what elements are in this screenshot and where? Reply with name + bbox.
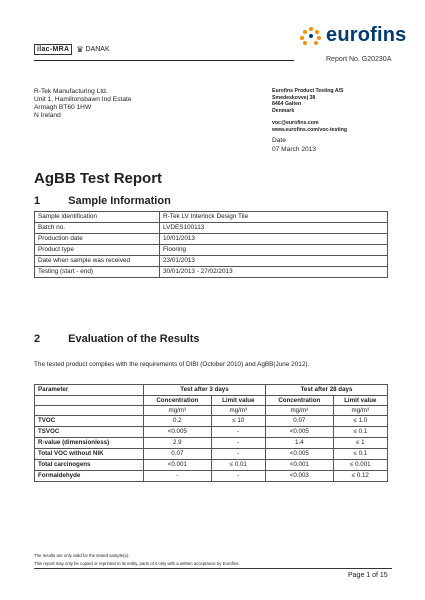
copyright-note: This report may only be copied or reprinted in its entity, parts of it only with a written acceptance by Eurofins. [34, 561, 240, 566]
parameter-name: Total VOC without NIK [35, 449, 144, 460]
info-key: Testing (start - end) [35, 267, 160, 278]
eurofins-logo [300, 24, 407, 47]
client-address [34, 88, 132, 120]
unit-cell: mg/m³ [265, 406, 333, 416]
sample-info-table [34, 211, 388, 278]
section-title: Sample Information [68, 195, 171, 207]
value-cell: 0.2 [144, 416, 212, 427]
ilac-mra-logo: ilac-MRA [34, 44, 72, 55]
eurofins-dots-icon [300, 27, 322, 45]
value-cell: 0.07 [265, 416, 333, 427]
info-value: Flooring [160, 245, 388, 256]
client-line: N Ireland [34, 112, 61, 119]
value-cell: - [211, 471, 265, 482]
parameter-name: Total carcinogens [35, 460, 144, 471]
table-row [35, 212, 388, 223]
compliance-statement: The tested product complies with the requirements of DIBt (October 2010) and AgBB(June 2012). [34, 361, 310, 368]
parameter-name: TSVOC [35, 427, 144, 438]
crown-icon: ♛ [76, 45, 84, 54]
parameter-header: Parameter [35, 385, 144, 396]
client-line: R-Tek Manufacturing Ltd. [34, 88, 108, 95]
header-divider [34, 60, 294, 61]
info-value: LVDES100113 [160, 223, 388, 234]
info-value: R-Tek LV Interlock Design Tile [160, 212, 388, 223]
footer-divider [34, 568, 392, 569]
value-cell: - [211, 438, 265, 449]
info-value: 30/01/2013 - 27/02/2013 [160, 267, 388, 278]
sub-header: Concentration [265, 396, 333, 406]
results-subheader-row [35, 396, 388, 406]
unit-cell: mg/m³ [211, 406, 265, 416]
page-title: AgBB Test Report [34, 170, 163, 187]
accreditation-logos [34, 44, 110, 55]
value-cell: <0.005 [265, 449, 333, 460]
value-cell: ≤ 0.1 [333, 449, 387, 460]
parameter-name: R-value (dimensionless) [35, 438, 144, 449]
value-cell: ≤ 10 [211, 416, 265, 427]
lab-web-link[interactable]: www.eurofins.com/voc-testing [272, 126, 348, 133]
value-cell: <0.005 [144, 427, 212, 438]
section-number: 2 [34, 333, 41, 345]
sub-header: Limit value [211, 396, 265, 406]
info-key: Batch no. [35, 223, 160, 234]
table-row [35, 267, 388, 278]
value-cell: - [211, 427, 265, 438]
parameter-name: Formaldehyde [35, 471, 144, 482]
danak-label: DANAK [85, 46, 110, 53]
lab-line: Smedeskovvej 38 [272, 94, 316, 101]
results-table [34, 384, 388, 482]
table-row [35, 245, 388, 256]
table-row [35, 223, 388, 234]
lab-line: 8464 Galten [272, 101, 302, 107]
value-cell: - [144, 471, 212, 482]
unit-cell: mg/m³ [333, 406, 387, 416]
lab-email-link[interactable]: voc@eurofins.com [272, 120, 319, 126]
table-row [35, 460, 388, 471]
info-key: Product type [35, 245, 160, 256]
page-number: Page 1 of 15 [348, 572, 388, 579]
brand-name: eurofins [326, 24, 407, 46]
group-header-28-days: Test after 28 days [265, 385, 387, 396]
value-cell: ≤ 0.12 [333, 471, 387, 482]
sub-header: Limit value [333, 396, 387, 406]
value-cell: ≤ 1.0 [333, 416, 387, 427]
table-row [35, 416, 388, 427]
danak-logo [76, 45, 109, 54]
info-value: 23/01/2013 [160, 256, 388, 267]
info-key: Production date [35, 234, 160, 245]
parameter-name: TVOC [35, 416, 144, 427]
table-row [35, 256, 388, 267]
section-evaluation-heading [34, 333, 200, 345]
date-label: Date [272, 137, 286, 144]
table-row [35, 438, 388, 449]
client-line: Unit 1, Hamiltonsbawn Ind Estate [34, 96, 132, 103]
info-key: Date when sample was received [35, 256, 160, 267]
empty-cell [35, 396, 144, 406]
report-number: Report No. G20230A [326, 56, 392, 63]
value-cell: ≤ 1 [333, 438, 387, 449]
info-value: 10/01/2013 [160, 234, 388, 245]
value-cell: ≤ 0.1 [333, 427, 387, 438]
value-cell: <0.001 [144, 460, 212, 471]
lab-address [272, 88, 347, 133]
value-cell: ≤ 0.01 [211, 460, 265, 471]
section-number: 1 [34, 195, 41, 207]
table-row [35, 234, 388, 245]
sub-header: Concentration [144, 396, 212, 406]
results-units-row [35, 406, 388, 416]
value-cell: 2.9 [144, 438, 212, 449]
validity-note: The results are only valid for the tested sample(s). [34, 553, 130, 558]
report-date: 07 March 2013 [272, 146, 316, 153]
lab-line: Denmark [272, 107, 295, 114]
value-cell: 1.4 [265, 438, 333, 449]
unit-cell: mg/m³ [144, 406, 212, 416]
value-cell: ≤ 0.001 [333, 460, 387, 471]
value-cell: <0.001 [265, 460, 333, 471]
lab-line: Eurofins Product Testing A/S [272, 88, 344, 94]
table-row [35, 471, 388, 482]
group-header-3-days: Test after 3 days [144, 385, 266, 396]
value-cell: - [211, 449, 265, 460]
table-row [35, 427, 388, 438]
value-cell: 0.07 [144, 449, 212, 460]
empty-cell [35, 406, 144, 416]
section-sample-information-heading [34, 195, 171, 207]
info-key: Sample identification [35, 212, 160, 223]
value-cell: <0.003 [265, 471, 333, 482]
client-line: Armagh BT60 1HW [34, 104, 92, 111]
value-cell: <0.005 [265, 427, 333, 438]
results-header-row [35, 385, 388, 396]
section-title: Evaluation of the Results [68, 333, 200, 345]
table-row [35, 449, 388, 460]
